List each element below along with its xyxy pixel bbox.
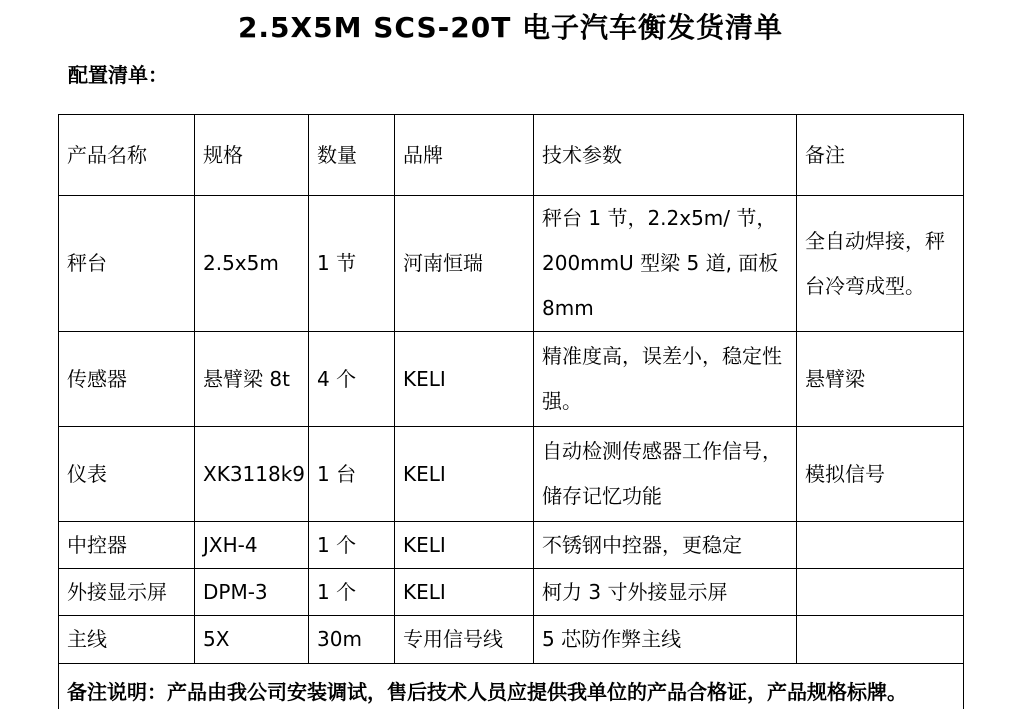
cell-product-name: 传感器 <box>59 332 195 427</box>
document-title: 2.5X5M SCS-20T 电子汽车衡发货清单 <box>237 11 784 44</box>
table-row <box>59 616 964 664</box>
cell-remark: 悬臂梁 <box>797 332 964 427</box>
cell-qty: 1 个 <box>309 569 395 616</box>
header-qty: 数量 <box>309 115 395 196</box>
cell-spec: JXH-4 <box>195 522 309 569</box>
cell-tech-params: 5 芯防作弊主线 <box>534 616 797 664</box>
cell-brand: 专用信号线 <box>395 616 534 664</box>
cell-tech-params: 秤台 1 节，2.2x5m/ 节， 200mmU 型梁 5 道, 面板 8mm <box>534 196 797 332</box>
header-tech-params: 技术参数 <box>534 115 797 196</box>
cell-product-name: 秤台 <box>59 196 195 332</box>
cell-spec: DPM-3 <box>195 569 309 616</box>
header-product-name: 产品名称 <box>59 115 195 196</box>
cell-product-name: 仪表 <box>59 427 195 522</box>
cell-qty: 1 节 <box>309 196 395 332</box>
table-row <box>59 332 964 427</box>
cell-brand: 河南恒瑞 <box>395 196 534 332</box>
header-brand: 品牌 <box>395 115 534 196</box>
cell-brand: KELI <box>395 569 534 616</box>
cell-spec: 5X <box>195 616 309 664</box>
cell-spec: 悬臂梁 8t <box>195 332 309 427</box>
cell-qty: 30m <box>309 616 395 664</box>
config-list-label: 配置清单： <box>68 63 168 87</box>
cell-tech-params: 不锈钢中控器，更稳定 <box>534 522 797 569</box>
cell-product-name: 中控器 <box>59 522 195 569</box>
cell-product-name: 主线 <box>59 616 195 664</box>
table-footer-row <box>59 664 964 709</box>
cell-qty: 4 个 <box>309 332 395 427</box>
table-row <box>59 569 964 616</box>
cell-qty: 1 台 <box>309 427 395 522</box>
cell-remark <box>797 569 964 616</box>
config-table <box>58 114 964 709</box>
table-row <box>59 427 964 522</box>
cell-spec: 2.5x5m <box>195 196 309 332</box>
cell-remark: 全自动焊接，秤 台冷弯成型。 <box>797 196 964 332</box>
cell-remark <box>797 522 964 569</box>
cell-brand: KELI <box>395 332 534 427</box>
cell-tech-params: 柯力 3 寸外接显示屏 <box>534 569 797 616</box>
cell-remark <box>797 616 964 664</box>
cell-spec: XK3118k9 <box>195 427 309 522</box>
cell-product-name: 外接显示屏 <box>59 569 195 616</box>
cell-remark: 模拟信号 <box>797 427 964 522</box>
header-spec: 规格 <box>195 115 309 196</box>
table-row <box>59 196 964 332</box>
table-header-row <box>59 115 964 196</box>
cell-tech-params: 精准度高，误差小，稳定性 强。 <box>534 332 797 427</box>
cell-brand: KELI <box>395 427 534 522</box>
header-remark: 备注 <box>797 115 964 196</box>
table-row <box>59 522 964 569</box>
cell-tech-params: 自动检测传感器工作信号， 储存记忆功能 <box>534 427 797 522</box>
cell-qty: 1 个 <box>309 522 395 569</box>
footer-note: 备注说明：产品由我公司安装调试，售后技术人员应提供我单位的产品合格证，产品规格标牌。 <box>59 664 964 709</box>
cell-brand: KELI <box>395 522 534 569</box>
